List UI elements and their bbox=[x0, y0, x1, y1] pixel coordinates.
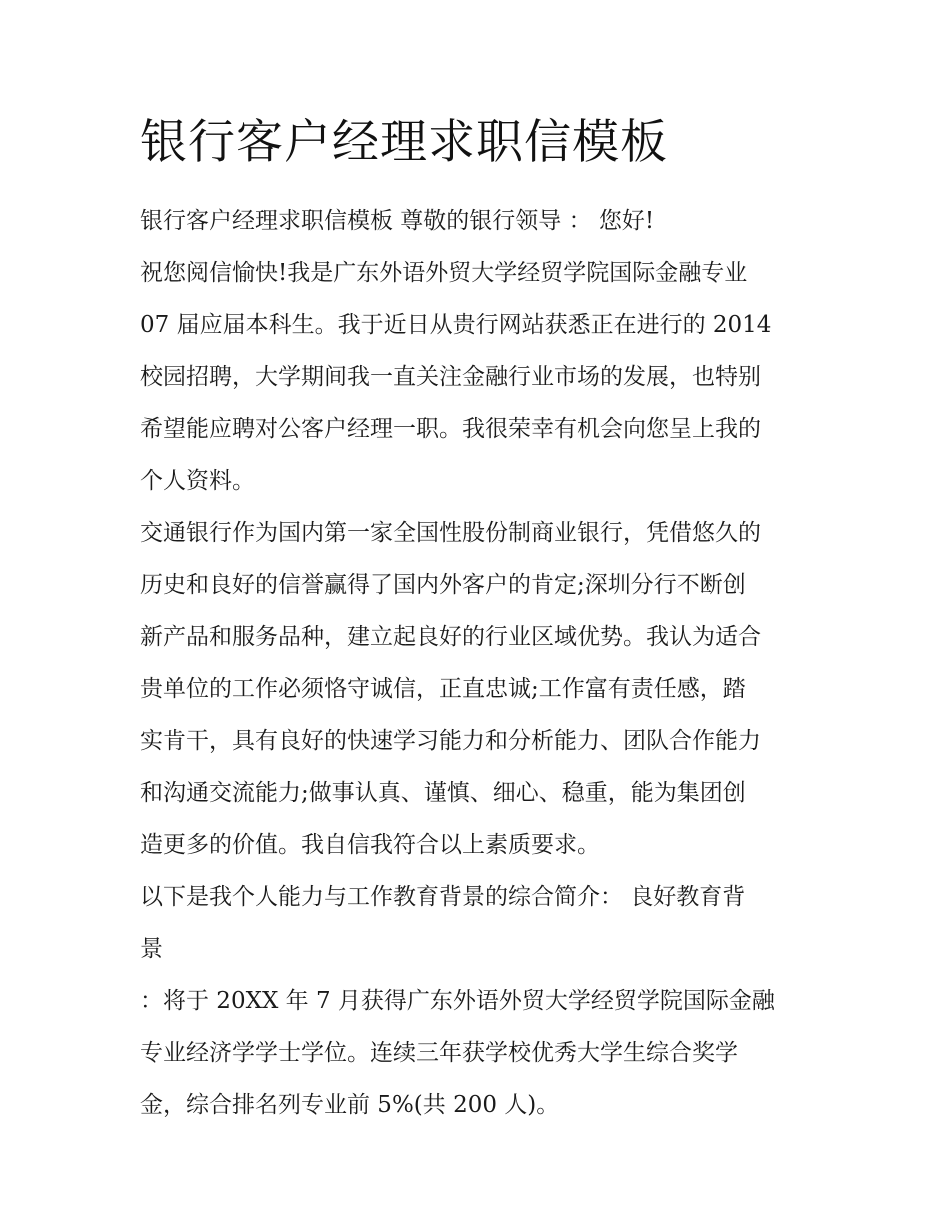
paragraph-education: ：将于 20XX 年 7 月获得广东外语外贸大学经贸学院国际金融 专业经济学学士学位。连续三年获学校优秀大学生综合奖学 金，综合排名列专业前 5%(共 200 人)。 bbox=[140, 988, 775, 1119]
document-title: 银行客户经理求职信模板 bbox=[140, 115, 668, 170]
paragraph-summary-intro: 以下是我个人能力与工作教育背景的综合简介： 良好教育背 景 bbox=[140, 884, 746, 963]
paragraph-bank-description: 交通银行作为国内第一家全国性股份制商业银行，凭借悠久的 历史和良好的信誉赢得了国内外客户的肯定;深圳分行不断创 新产品和服务品种，建立起良好的行业区域优势。我认为适合 贵单位的工作必须恪守诚信，正直忠诚;工作富有责任感，踏 实肯干，具有良好的快速学习能力和分析能力、团队合作能力 和沟通交流能力;做事认真、谨慎、细心、稳重，能为集团创 造更多的价值。我自信我符合以上素质要求。 bbox=[140, 520, 761, 859]
paragraph-introduction: 祝您阅信愉快!我是广东外语外贸大学经贸学院国际金融专业 07 届应届本科生。我于近日从贵行网站获悉正在进行的 2014 校园招聘，大学期间我一直关注金融行业市场的发展，也特别 希望能应聘对公客户经理一职。我很荣幸有机会向您呈上我的 个人资料。 bbox=[140, 260, 772, 495]
paragraph-greeting: 银行客户经理求职信模板 尊敬的银行领导 ： 您好! bbox=[140, 208, 655, 235]
document-content bbox=[140, 112, 820, 1131]
